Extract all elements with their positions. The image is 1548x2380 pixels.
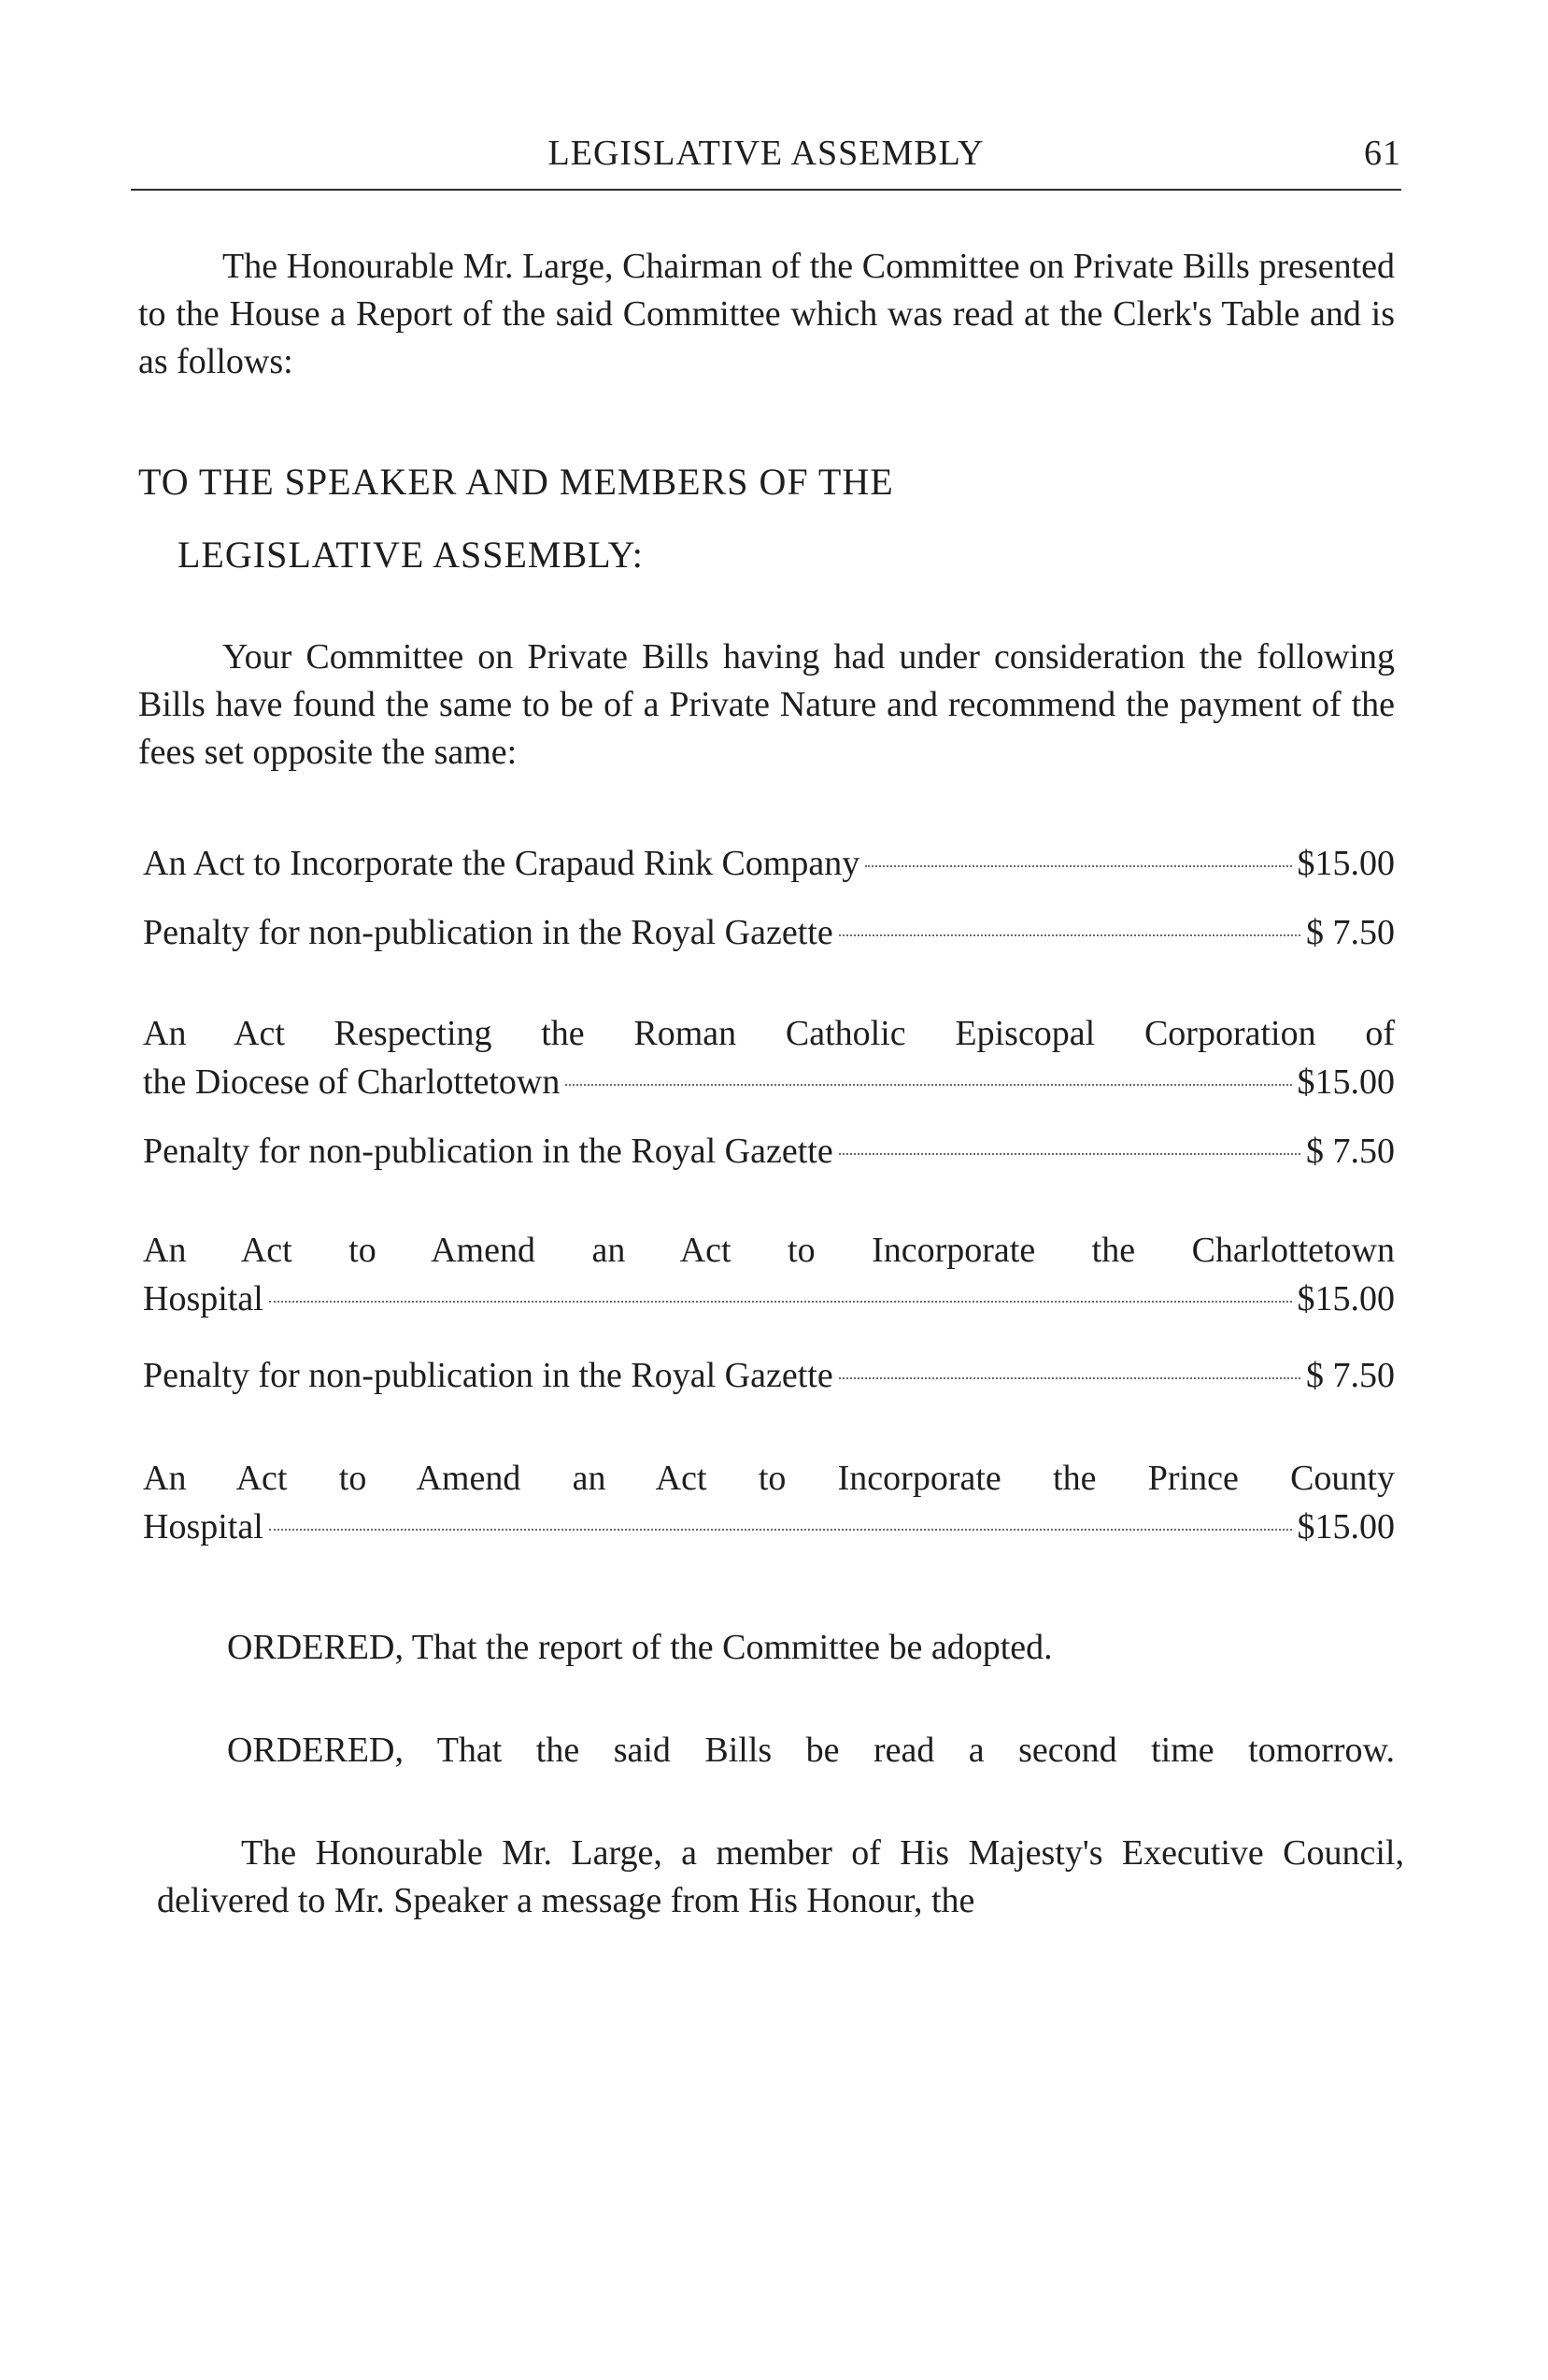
fee-title-line: An Act to Amend an Act to Incorporate the Prince County — [143, 1459, 1395, 1498]
fee-text: Penalty for non-publication in the Royal Gazette — [143, 1356, 833, 1395]
fee-line — [143, 1127, 1395, 1176]
running-head — [131, 133, 1401, 189]
address-line-2: LEGISLATIVE ASSEMBLY: — [178, 534, 644, 576]
fee-entry — [143, 1454, 1395, 1551]
leader-dots — [839, 1153, 1300, 1155]
fee-line — [143, 1058, 1395, 1106]
leader-dots — [865, 865, 1291, 867]
fee-line — [143, 839, 1395, 888]
fee-line — [143, 1503, 1395, 1551]
fee-text: Penalty for non-publication in the Royal Gazette — [143, 913, 833, 952]
fee-title-line: An Act to Amend an Act to Incorporate the Charlottetown — [143, 1231, 1395, 1270]
leader-dots — [839, 934, 1300, 936]
fee-amount: $ 7.50 — [1306, 1132, 1395, 1171]
fee-amount: $15.00 — [1297, 1062, 1395, 1102]
intro-paragraph: The Honourable Mr. Large, Chairman of the Committee on Private Bills presented to the House a Report of the said Committee which was read at the Clerk's Table and is as follows: — [138, 247, 1395, 381]
order-2: ORDERED, That the said Bills be read a second time tomorrow. — [227, 1731, 1395, 1770]
fee-entry — [143, 839, 1395, 888]
address-line-1: TO THE SPEAKER AND MEMBERS OF THE — [138, 461, 894, 503]
fee-text: the Diocese of Charlottetown — [143, 1062, 561, 1102]
header-rule — [131, 189, 1401, 191]
page-title: LEGISLATIVE ASSEMBLY — [547, 134, 985, 173]
fee-entry — [143, 1226, 1395, 1323]
fee-entry — [143, 1127, 1395, 1176]
leader-dots — [565, 1084, 1291, 1086]
fee-entry — [143, 908, 1395, 957]
fee-title-line: An Act Respecting the Roman Catholic Episcopal Corporation of — [143, 1014, 1395, 1053]
fee-text: Penalty for non-publication in the Royal Gazette — [143, 1132, 833, 1171]
closing-paragraph: The Honourable Mr. Large, a member of His Majesty's Executive Council, delivered to Mr. Speaker a message from His Honour, the — [157, 1833, 1404, 1920]
fee-entry — [143, 1351, 1395, 1400]
page-number: 61 — [1364, 134, 1401, 173]
fee-line — [143, 1351, 1395, 1400]
order-1: ORDERED, That the report of the Committee be adopted. — [227, 1628, 1053, 1667]
fee-line — [143, 908, 1395, 957]
fee-amount: $ 7.50 — [1306, 1356, 1395, 1395]
leader-dots — [269, 1301, 1292, 1303]
fee-amount: $15.00 — [1297, 844, 1395, 883]
fee-text: Hospital — [143, 1279, 263, 1318]
leader-dots — [269, 1529, 1292, 1531]
fee-amount: $15.00 — [1297, 1507, 1395, 1546]
fee-entry — [143, 1009, 1395, 1106]
leader-dots — [839, 1377, 1300, 1379]
fee-amount: $ 7.50 — [1306, 913, 1395, 952]
fee-text: An Act to Incorporate the Crapaud Rink Company — [143, 844, 860, 883]
fee-line — [143, 1275, 1395, 1323]
fee-amount: $15.00 — [1297, 1279, 1395, 1318]
report-body: Your Committee on Private Bills having had under consideration the following Bills have found the same to be of a Private Nature and recommend the payment of the fees set opposite the same: — [138, 637, 1395, 772]
fee-text: Hospital — [143, 1507, 263, 1546]
